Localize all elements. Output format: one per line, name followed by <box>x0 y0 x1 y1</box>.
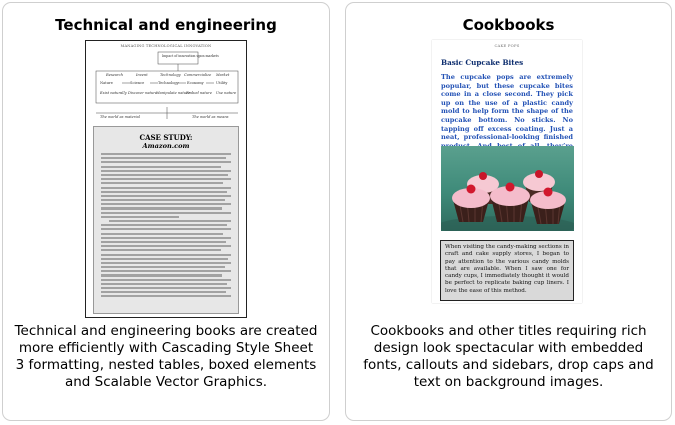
diagram-node: Invent <box>136 73 148 77</box>
cupcake-photo-art <box>441 146 574 231</box>
diagram-node: Market <box>216 73 230 77</box>
diagram-left-caption: The world as material <box>100 115 140 119</box>
technical-book-page-sample <box>85 40 247 318</box>
case-study-body-text <box>101 153 231 309</box>
diagram-top-box-label: Impact of innovation upon markets <box>162 54 219 58</box>
diagram-node: Research <box>106 73 123 77</box>
diagram-row3: Discover nature <box>128 91 158 95</box>
technical-card-title: Technical and engineering <box>55 16 277 34</box>
cookbook-running-head: CAKE POPS <box>494 43 520 48</box>
diagram-right-caption: The world as means <box>192 115 229 119</box>
diagram-node: Commercialize <box>184 73 212 77</box>
diagram-row3: Manipulate nature <box>156 91 190 95</box>
recipe-callout-box: When visiting the candy-making sections in craft and cake supply stores, I began to pay attention to the various candy molds that are available. When I saw one for candy cups, I immediately thought it would be perfect to replicate baking cup liners. I love the ease of this method. <box>440 240 574 301</box>
diagram-node: Technology <box>160 73 181 77</box>
technical-card-description: Technical and engineering books are created more efficiently with Cascading Style Sheet 3 formatting, nested tables, boxed elements and Scalable Vector Graphics. <box>14 323 318 390</box>
technical-engineering-card[interactable] <box>2 2 330 421</box>
diagram-row3: Use nature <box>216 91 237 95</box>
cookbooks-card-title: Cookbooks <box>462 16 555 34</box>
diagram-row2: Economy <box>187 81 204 85</box>
diagram-row3: Embed nature <box>186 91 212 95</box>
diagram-row2: Technology <box>158 81 179 85</box>
case-study-box <box>93 126 239 314</box>
innovation-diagram <box>92 51 242 123</box>
recipe-intro: The cupcake pops are extremely popular, but these cupcake bites come in a close second. They pick up on the use of a plastic candy mold to help form the shape of the cupcake bottom. No sticks. No tapping off excess coating. Just a neat, professional-looking finished <box>441 73 573 142</box>
diagram-row3: Exist naturally <box>100 91 127 95</box>
diagram-row2: Nature <box>100 81 113 85</box>
innovation-diagram-lines <box>92 51 242 123</box>
cookbooks-card-description: Cookbooks and other titles requiring rich design look spectacular with embedded fonts, callouts and sidebars, drop caps and text on background images. <box>363 323 654 390</box>
cookbooks-card[interactable] <box>345 2 672 421</box>
diagram-row2: Science <box>130 81 145 85</box>
case-study-subtitle: Amazon.com <box>142 142 190 150</box>
technical-running-head: MANAGING TECHNOLOGICAL INNOVATION <box>120 44 212 48</box>
diagram-row2: Utility <box>216 81 228 85</box>
cookbook-page-sample <box>432 40 582 303</box>
recipe-title: Basic Cupcake Bites <box>441 58 524 67</box>
case-study-title: CASE STUDY: <box>139 133 193 142</box>
cupcake-photo <box>441 146 574 231</box>
